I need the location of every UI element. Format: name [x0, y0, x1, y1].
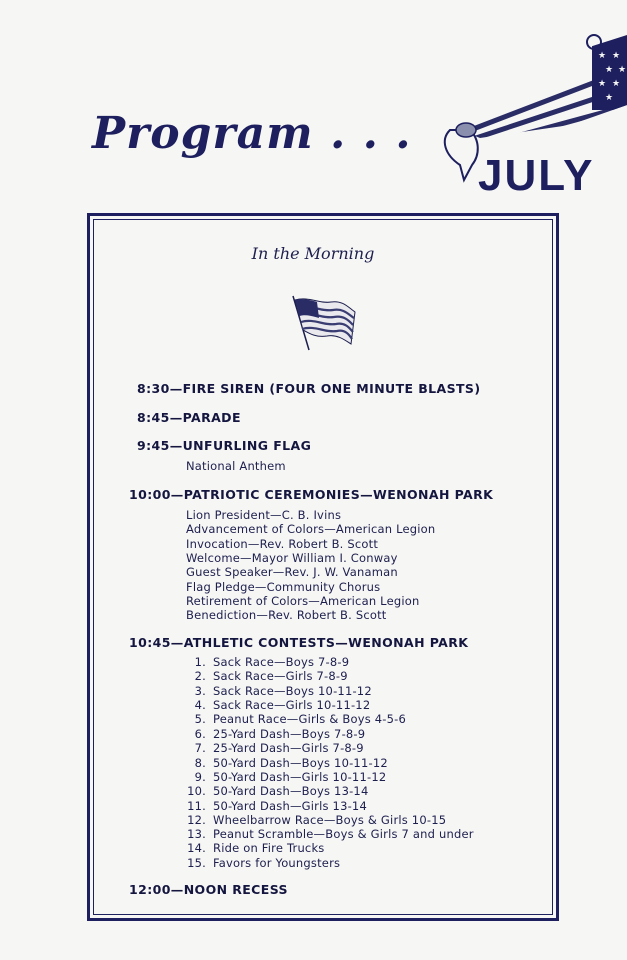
contest-number: 1. — [194, 655, 206, 669]
contest-number: 5. — [194, 712, 206, 726]
contest-text: 25-Yard Dash—Boys 7-8-9 — [213, 727, 366, 741]
contest-item — [186, 784, 368, 798]
us-flag-icon — [289, 294, 357, 352]
contest-item — [186, 770, 386, 784]
contest-number: 14. — [187, 841, 206, 855]
schedule-item: 8:45—PARADE — [137, 410, 241, 425]
contest-number: 9. — [194, 770, 206, 784]
contest-text: Sack Race—Girls 7-8-9 — [213, 669, 348, 683]
schedule-detail: Lion President—C. B. Ivins — [186, 508, 342, 522]
banner-word: JULY — [478, 151, 595, 200]
svg-text:★: ★ — [612, 51, 621, 61]
contest-text: Sack Race—Boys 10-11-12 — [213, 684, 372, 698]
contest-number: 11. — [187, 799, 206, 813]
contest-text: Sack Race—Girls 10-11-12 — [213, 698, 371, 712]
contest-text: Peanut Scramble—Boys & Girls 7 and under — [213, 827, 474, 841]
schedule-detail: Flag Pledge—Community Chorus — [186, 580, 381, 594]
contest-item — [186, 741, 364, 755]
schedule-detail: Welcome—Mayor William I. Conway — [186, 551, 398, 565]
contest-text: Favors for Youngsters — [213, 856, 341, 870]
contest-item — [186, 756, 388, 770]
schedule-item: 10:00—PATRIOTIC CEREMONIES—WENONAH PARK — [129, 487, 494, 502]
contest-text: 50-Yard Dash—Boys 10-11-12 — [213, 756, 388, 770]
contest-item — [186, 813, 446, 827]
contest-number: 15. — [187, 856, 206, 870]
contest-item — [186, 727, 365, 741]
contest-text: Sack Race—Boys 7-8-9 — [213, 655, 350, 669]
contest-text: 50-Yard Dash—Girls 13-14 — [213, 799, 367, 813]
contest-item — [186, 856, 340, 870]
contest-number: 13. — [187, 827, 206, 841]
contest-item — [186, 841, 325, 855]
bunting-flag-banner — [440, 30, 627, 200]
page-title: Program . . . — [92, 108, 412, 159]
contest-number: 10. — [187, 784, 206, 798]
contest-number: 3. — [194, 684, 206, 698]
contest-number: 7. — [194, 741, 206, 755]
svg-text:★: ★ — [612, 79, 621, 89]
contest-text: Ride on Fire Trucks — [213, 841, 325, 855]
schedule-item: 10:45—ATHLETIC CONTESTS—WENONAH PARK — [129, 635, 469, 650]
contest-number: 12. — [187, 813, 206, 827]
schedule-detail: Benediction—Rev. Robert B. Scott — [186, 608, 387, 622]
contest-item — [186, 827, 474, 841]
schedule-detail: Invocation—Rev. Robert B. Scott — [186, 537, 379, 551]
contest-number: 4. — [194, 698, 206, 712]
contest-item — [186, 698, 370, 712]
contest-item — [186, 712, 406, 726]
schedule-item: 12:00—NOON RECESS — [129, 882, 288, 897]
contest-text: Wheelbarrow Race—Boys & Girls 10-15 — [213, 813, 447, 827]
schedule-detail: Retirement of Colors—American Legion — [186, 594, 420, 608]
svg-text:★: ★ — [605, 65, 614, 75]
contest-number: 8. — [194, 756, 206, 770]
svg-text:★: ★ — [618, 65, 627, 75]
contest-number: 6. — [194, 727, 206, 741]
contest-item — [186, 655, 349, 669]
contest-text: 25-Yard Dash—Girls 7-8-9 — [213, 741, 364, 755]
contest-text: 50-Yard Dash—Boys 13-14 — [213, 784, 369, 798]
schedule-item: 8:30—FIRE SIREN (FOUR ONE MINUTE BLASTS) — [137, 381, 481, 396]
svg-text:★: ★ — [598, 51, 607, 61]
svg-text:★: ★ — [598, 79, 607, 89]
contest-item — [186, 669, 348, 683]
schedule-item: 9:45—UNFURLING FLAG — [137, 438, 312, 453]
section-heading: In the Morning — [251, 244, 375, 263]
contest-item — [186, 799, 367, 813]
schedule-detail: National Anthem — [186, 459, 286, 473]
schedule-detail: Guest Speaker—Rev. J. W. Vanaman — [186, 565, 398, 579]
contest-text: Peanut Race—Girls & Boys 4-5-6 — [213, 712, 406, 726]
schedule-detail: Advancement of Colors—American Legion — [186, 522, 436, 536]
contest-item — [186, 684, 372, 698]
svg-text:★: ★ — [605, 93, 614, 103]
contest-number: 2. — [194, 669, 206, 683]
contest-text: 50-Yard Dash—Girls 10-11-12 — [213, 770, 387, 784]
